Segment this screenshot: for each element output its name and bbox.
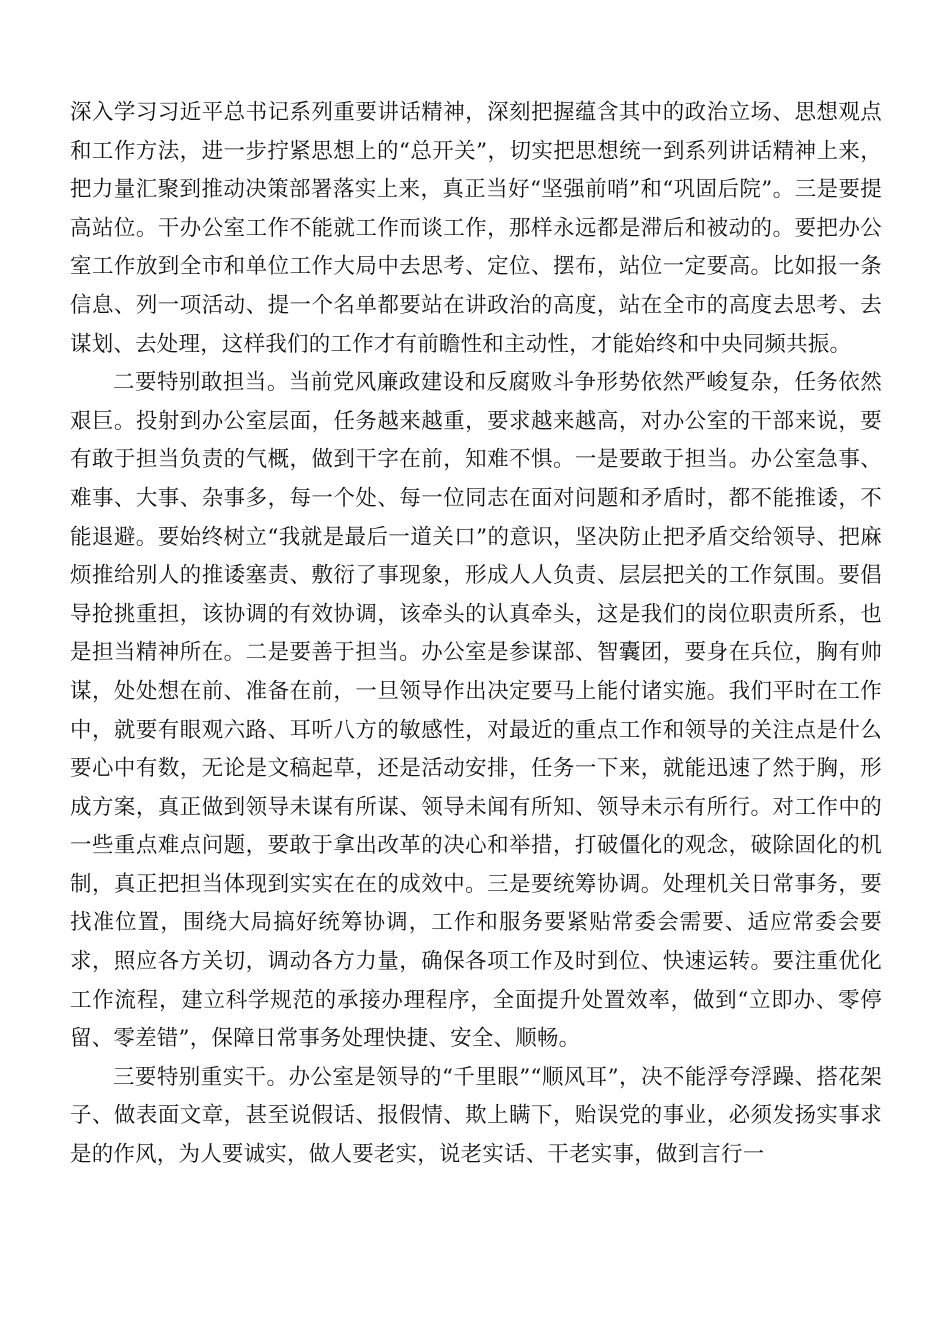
document-body [70, 94, 882, 1175]
paragraph-1: 深入学习习近平总书记系列重要讲话精神，深刻把握蕴含其中的政治立场、思想观点和工作方法，进一步拧紧思想上的“总开关”，切实把思想统一到系列讲话精神上来，把力量汇聚到推动决策部署落实上来，真正当好“坚强前哨”和“巩固后院”。三是要提高站位。干办公室工作不能就工作而谈工作，那样永远都是滞后和被动的。要把办公室工作放到全市和单位工作大局中去思考、定位、摆布，站位一定要高。比如报一条信息、列一项活动、提一个名单都要站在讲政治的高度，站在全市的高度去思考、去谋划、去处理，这样我们的工作才有前瞻性和主动性，才能始终和中央同频共振。 [70, 100, 882, 357]
paragraph-2: 二要特别敢担当。当前党风廉政建设和反腐败斗争形势依然严峻复杂，任务依然艰巨。投射到办公室层面，任务越来越重，要求越来越高，对办公室的干部来说，要有敢于担当负责的气概，做到干字在前，知难不惧。一是要敢于担当。办公室急事、难事、大事、杂事多，每一个处、每一位同志在面对问题和矛盾时，都不能推诿，不能退避。要始终树立“我就是最后一道关口”的意识，坚决防止把矛盾交给领导、把麻烦推给别人的推诿塞责、敷衍了事现象，形成人人负责、层层把关的工作氛围。要倡导抢挑重担，该协调的有效协调，该牵头的认真牵头，这是我们的岗位职责所系，也是担当精神所在。二是要善于担当。办公室是参谋部、智囊团，要身在兵位，胸有帅谋，处处想在前、准备在前，一旦领导作出决定要马上能付诸实施。我们平时在工作中，就要有眼观六路、耳听八方的敏感性，对最近的重点工作和领导的关注点是什么要心中有数，无论是文稿起草，还是活动安排，任务一下来，就能迅速了然于胸，形成方案，真正做到领导未谋有所谋、领导未闻有所知、领导未示有所行。对工作中的一些重点难点问题，要敢于拿出改革的决心和举措，打破僵化的观念，破除固化的机制，真正把担当体现到实实在在的成效中。三是要统筹协调。处理机关日常事务，要找准位置，围绕大局搞好统筹协调，工作和服务要紧贴常委会需要、适应常委会要求，照应各方关切，调动各方力量，确保各项工作及时到位、快速运转。要注重优化工作流程，建立科学规范的承接办理程序，全面提升处置效率，做到“立即办、零停留、零差错”，保障日常事务处理快捷、安全、顺畅。 [70, 370, 882, 1052]
paragraph-3: 三要特别重实干。办公室是领导的“千里眼”“顺风耳”，决不能浮夸浮躁、搭花架子、做表面文章，甚至说假话、报假情、欺上瞒下，贻误党的事业，必须发扬实事求是的作风，为人要诚实，做人要老实，说老实话、干老实事，做到言行一 [70, 1064, 882, 1168]
